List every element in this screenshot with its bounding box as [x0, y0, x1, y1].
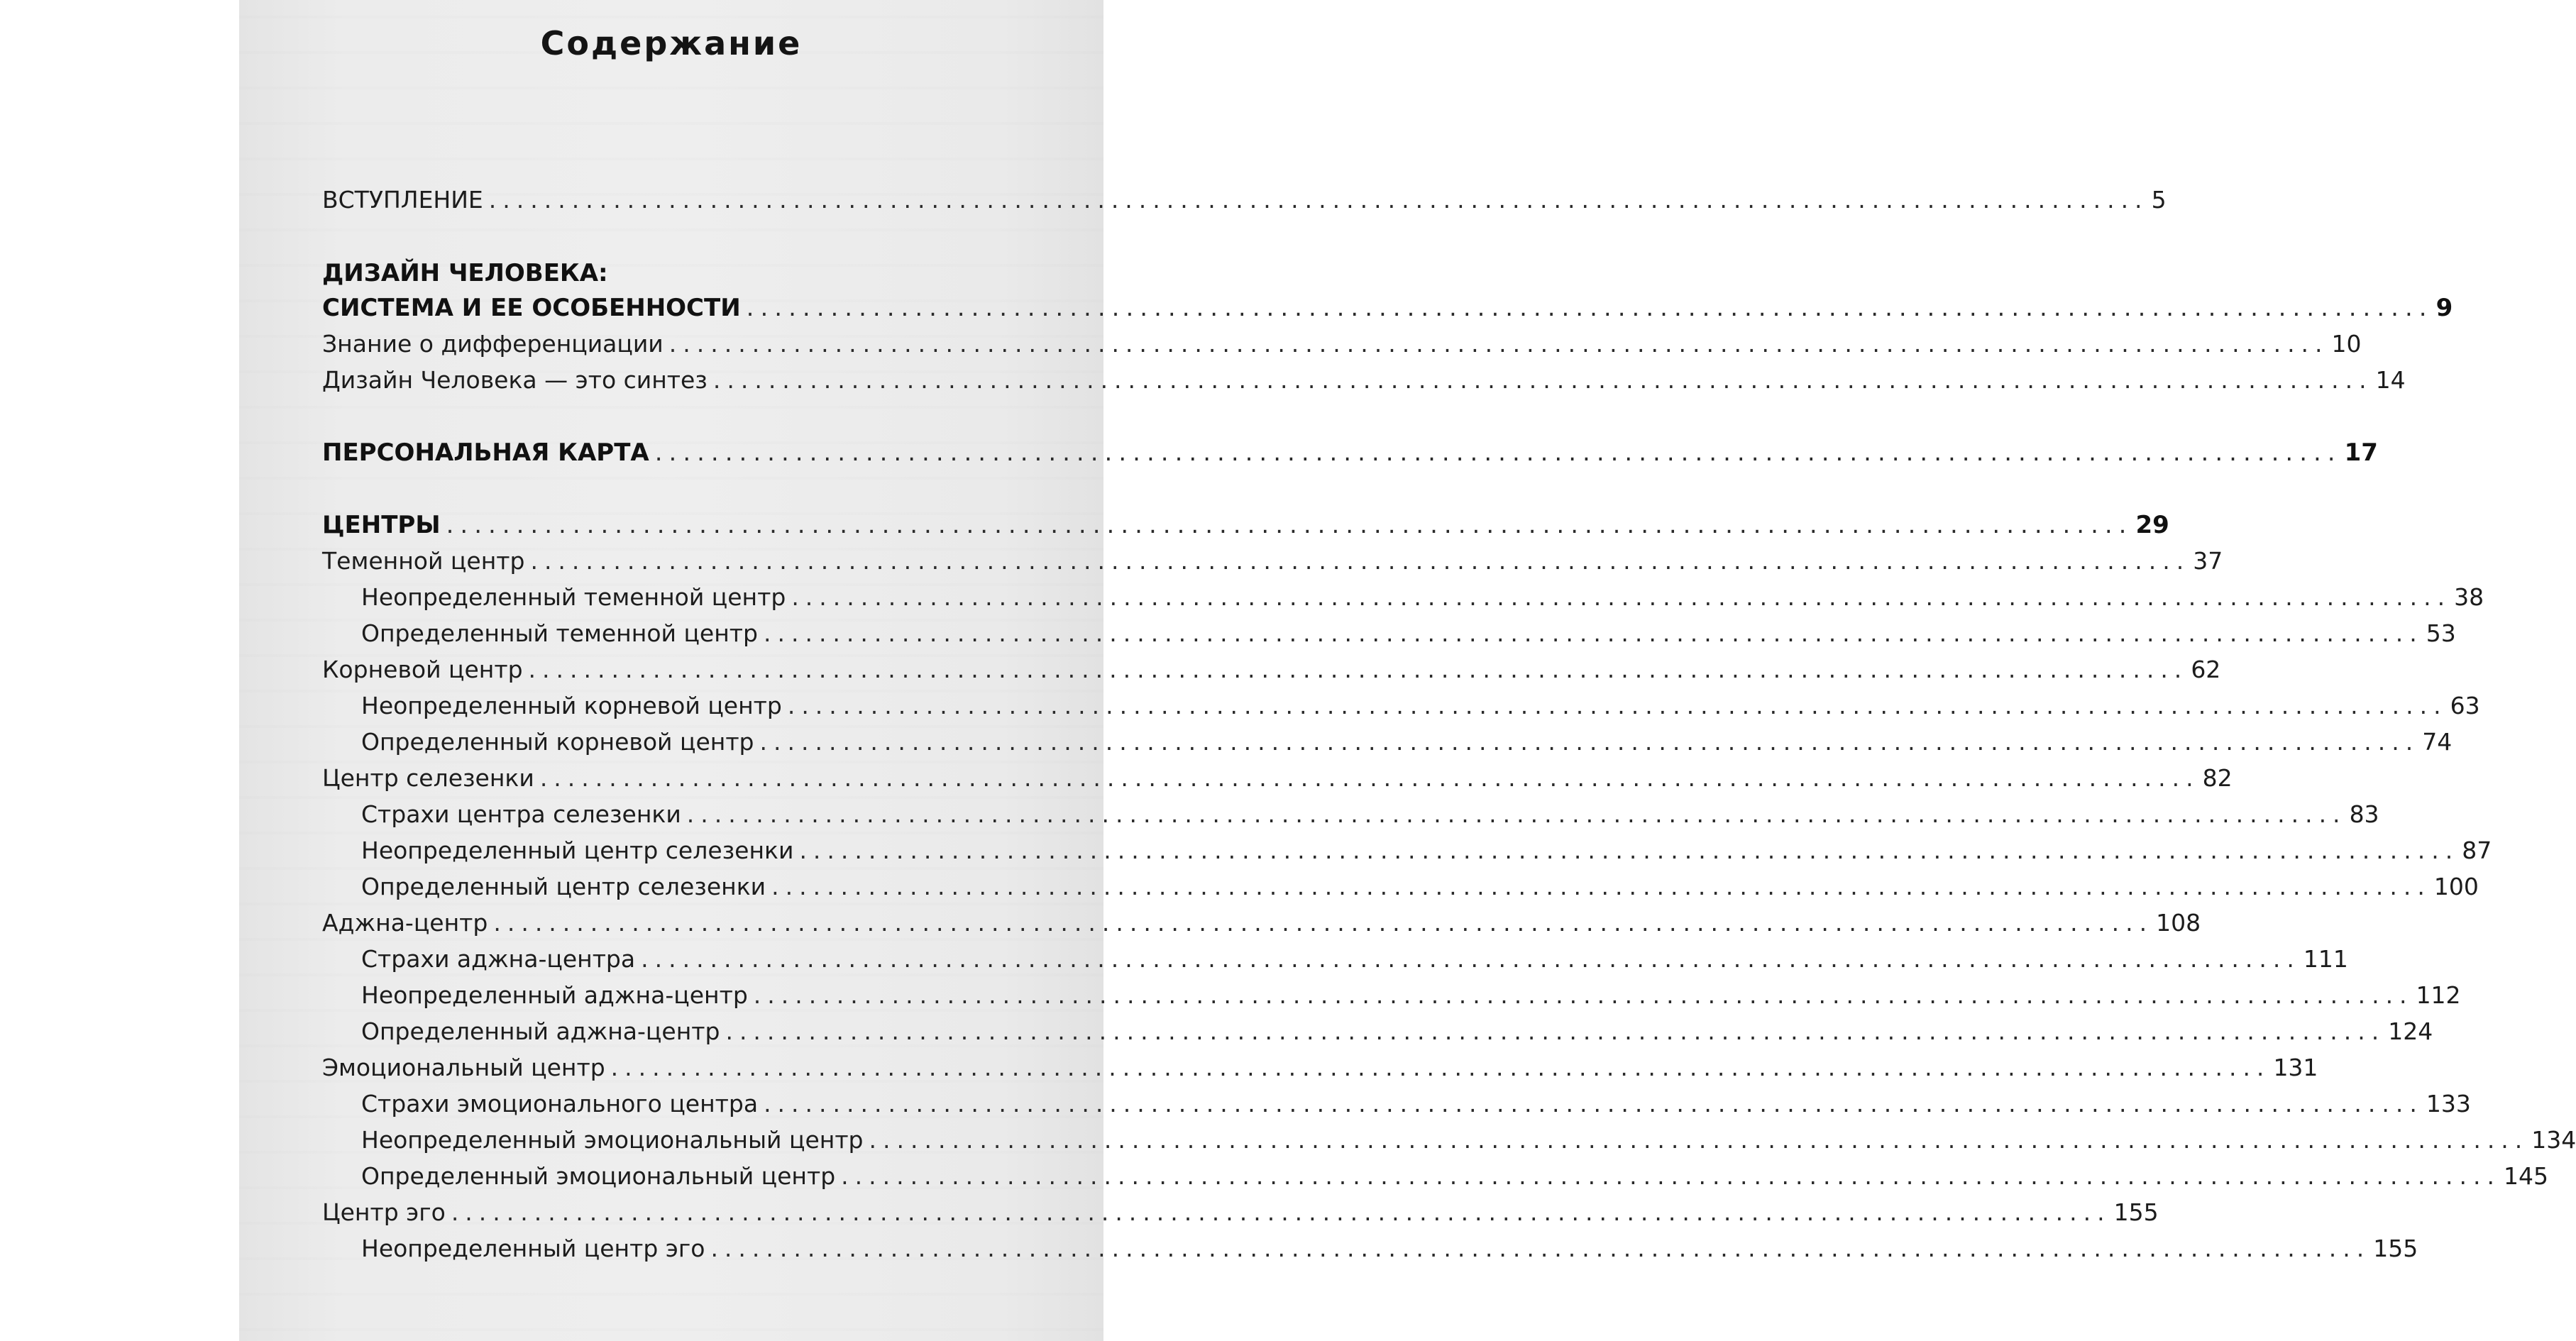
toc-entry-title: ПЕРСОНАЛЬНАЯ КАРТА	[322, 438, 649, 467]
toc-entry-title: Дизайн Человека — это синтез	[322, 366, 708, 394]
toc-subentry	[322, 1126, 2576, 1160]
toc-entry	[322, 764, 2233, 798]
dot-leader: ........................................................................................................................	[654, 438, 2342, 467]
dot-leader: ........................................................................................................................	[799, 837, 2460, 864]
toc-page-number: 74	[2422, 728, 2453, 756]
toc-entry-title: Определенный аджна-центр	[361, 1017, 720, 1045]
toc-page-number: 83	[2349, 800, 2379, 828]
toc-page-number: 87	[2462, 837, 2492, 864]
toc-entry-title: Центр селезенки	[322, 764, 534, 792]
toc-entry	[322, 330, 2362, 364]
toc-entry-title: Теменной центр	[322, 547, 525, 575]
dot-leader: ........................................................................................................................	[488, 186, 2149, 214]
toc-page-number: 145	[2503, 1162, 2548, 1190]
toc-entry-title: Центр эго	[322, 1198, 446, 1226]
toc-entry	[322, 656, 2221, 690]
dot-leader: ........................................................................................................................	[712, 366, 2373, 394]
dot-leader: ........................................................................................................................	[446, 511, 2133, 539]
dot-leader: ........................................................................................................................	[746, 294, 2433, 322]
toc-entry-title: Определенный центр селезенки	[361, 873, 766, 900]
toc-entry-title: Неопределенный теменной центр	[361, 583, 786, 611]
toc-page-number: 134	[2531, 1126, 2576, 1154]
dot-leader: ........................................................................................................................	[771, 873, 2431, 900]
dot-leader: ........................................................................................................................	[710, 1235, 2371, 1262]
toc-subentry	[322, 945, 2348, 979]
toc-page-number: 53	[2426, 619, 2456, 647]
toc-entry-title: Эмоциональный центр	[322, 1054, 605, 1081]
toc-subentry	[322, 837, 2492, 871]
toc-page-number: 131	[2273, 1054, 2318, 1081]
toc-page-number: 100	[2433, 873, 2479, 900]
toc-entry-title: Неопределенный центр эго	[361, 1235, 705, 1262]
toc-page-number: 29	[2135, 511, 2169, 539]
toc-page-number: 17	[2344, 438, 2378, 467]
toc-entry-title: Определенный эмоциональный центр	[361, 1162, 836, 1190]
toc-page-number: 155	[2113, 1198, 2159, 1226]
toc-subentry	[322, 1162, 2548, 1196]
dot-leader: ........................................................................................................................	[787, 692, 2448, 719]
toc-subentry	[322, 873, 2479, 907]
toc-page-number: 133	[2426, 1090, 2471, 1118]
toc-subentry	[322, 619, 2456, 653]
dot-leader: ........................................................................................................................	[530, 547, 2191, 575]
toc-entry-title: Неопределенный корневой центр	[361, 692, 782, 719]
toc-page-number: 112	[2416, 981, 2461, 1009]
toc-entry-title: Неопределенный аджна-центр	[361, 981, 748, 1009]
toc-page-number: 38	[2454, 583, 2484, 611]
toc-entry-title: ДИЗАЙН ЧЕЛОВЕКА:	[322, 259, 608, 287]
toc-page-number: 5	[2151, 186, 2167, 214]
toc-subentry	[322, 583, 2484, 617]
dot-leader: ........................................................................................................................	[641, 945, 2301, 973]
dot-leader: ........................................................................................................................	[791, 583, 2452, 611]
toc-entry-title: Неопределенный центр селезенки	[361, 837, 794, 864]
toc-entry	[322, 438, 2378, 473]
toc-page-number: 124	[2388, 1017, 2433, 1045]
toc-entry-title: ЦЕНТРЫ	[322, 511, 441, 539]
toc-page-number: 10	[2331, 330, 2362, 358]
toc-entry-title: Определенный корневой центр	[361, 728, 754, 756]
toc-page-number: 82	[2202, 764, 2233, 792]
toc-entry	[322, 259, 978, 293]
toc-page-number: 14	[2375, 366, 2406, 394]
toc-entry	[322, 366, 2406, 400]
toc-subentry	[322, 728, 2453, 762]
page-title: Содержание	[540, 24, 803, 62]
toc-subentry	[322, 981, 2461, 1015]
toc-entry	[322, 511, 2169, 545]
toc-subentry	[322, 800, 2379, 834]
toc-subentry	[322, 692, 2480, 726]
dot-leader: ........................................................................................................................	[869, 1126, 2529, 1154]
toc-entry	[322, 547, 2223, 581]
dot-leader: ........................................................................................................................	[764, 1090, 2423, 1118]
dot-leader: ........................................................................................................................	[841, 1162, 2501, 1190]
toc-entry	[322, 1054, 2318, 1088]
toc-entry	[322, 1198, 2159, 1232]
toc-subentry	[322, 1235, 2418, 1269]
toc-page-number: 155	[2373, 1235, 2418, 1262]
toc-page-number: 111	[2303, 945, 2348, 973]
toc-entry-title: Определенный теменной центр	[361, 619, 758, 647]
book-page	[239, 0, 2576, 1341]
toc-entry-title: СИСТЕМА И ЕЕ ОСОБЕННОСТИ	[322, 294, 741, 322]
dot-leader: ........................................................................................................................	[493, 909, 2154, 937]
dot-leader: ........................................................................................................................	[668, 330, 2329, 358]
dot-leader: ........................................................................................................................	[539, 764, 2200, 792]
dot-leader: ........................................................................................................................	[451, 1198, 2111, 1226]
dot-leader: ........................................................................................................................	[725, 1017, 2386, 1045]
toc-entry-title: ВСТУПЛЕНИЕ	[322, 186, 483, 214]
toc-entry-title: Неопределенный эмоциональный центр	[361, 1126, 864, 1154]
toc-entry-title: Страхи аджна-центра	[361, 945, 636, 973]
toc-entry-title: Страхи эмоционального центра	[361, 1090, 759, 1118]
toc-entry-title: Страхи центра селезенки	[361, 800, 681, 828]
toc-entry	[322, 186, 2167, 220]
dot-leader: ........................................................................................................................	[753, 981, 2413, 1009]
toc-page-number: 63	[2450, 692, 2480, 719]
toc-entry-title: Корневой центр	[322, 656, 523, 683]
toc-entry	[322, 294, 2453, 328]
toc-page-number: 37	[2193, 547, 2223, 575]
toc-subentry	[322, 1090, 2471, 1124]
toc-entry	[322, 909, 2201, 943]
toc-subentry	[322, 1017, 2433, 1052]
dot-leader: ........................................................................................................................	[610, 1054, 2271, 1081]
toc-page-number: 62	[2191, 656, 2221, 683]
dot-leader: ........................................................................................................................	[763, 619, 2423, 647]
toc-page-number: 108	[2156, 909, 2201, 937]
toc-entry-title: Знание о дифференциации	[322, 330, 664, 358]
dot-leader: ........................................................................................................................	[759, 728, 2420, 756]
toc-page-number: 9	[2435, 294, 2453, 322]
dot-leader: ........................................................................................................................	[686, 800, 2347, 828]
toc-entry-title: Аджна-центр	[322, 909, 488, 937]
dot-leader: ........................................................................................................................	[528, 656, 2189, 683]
